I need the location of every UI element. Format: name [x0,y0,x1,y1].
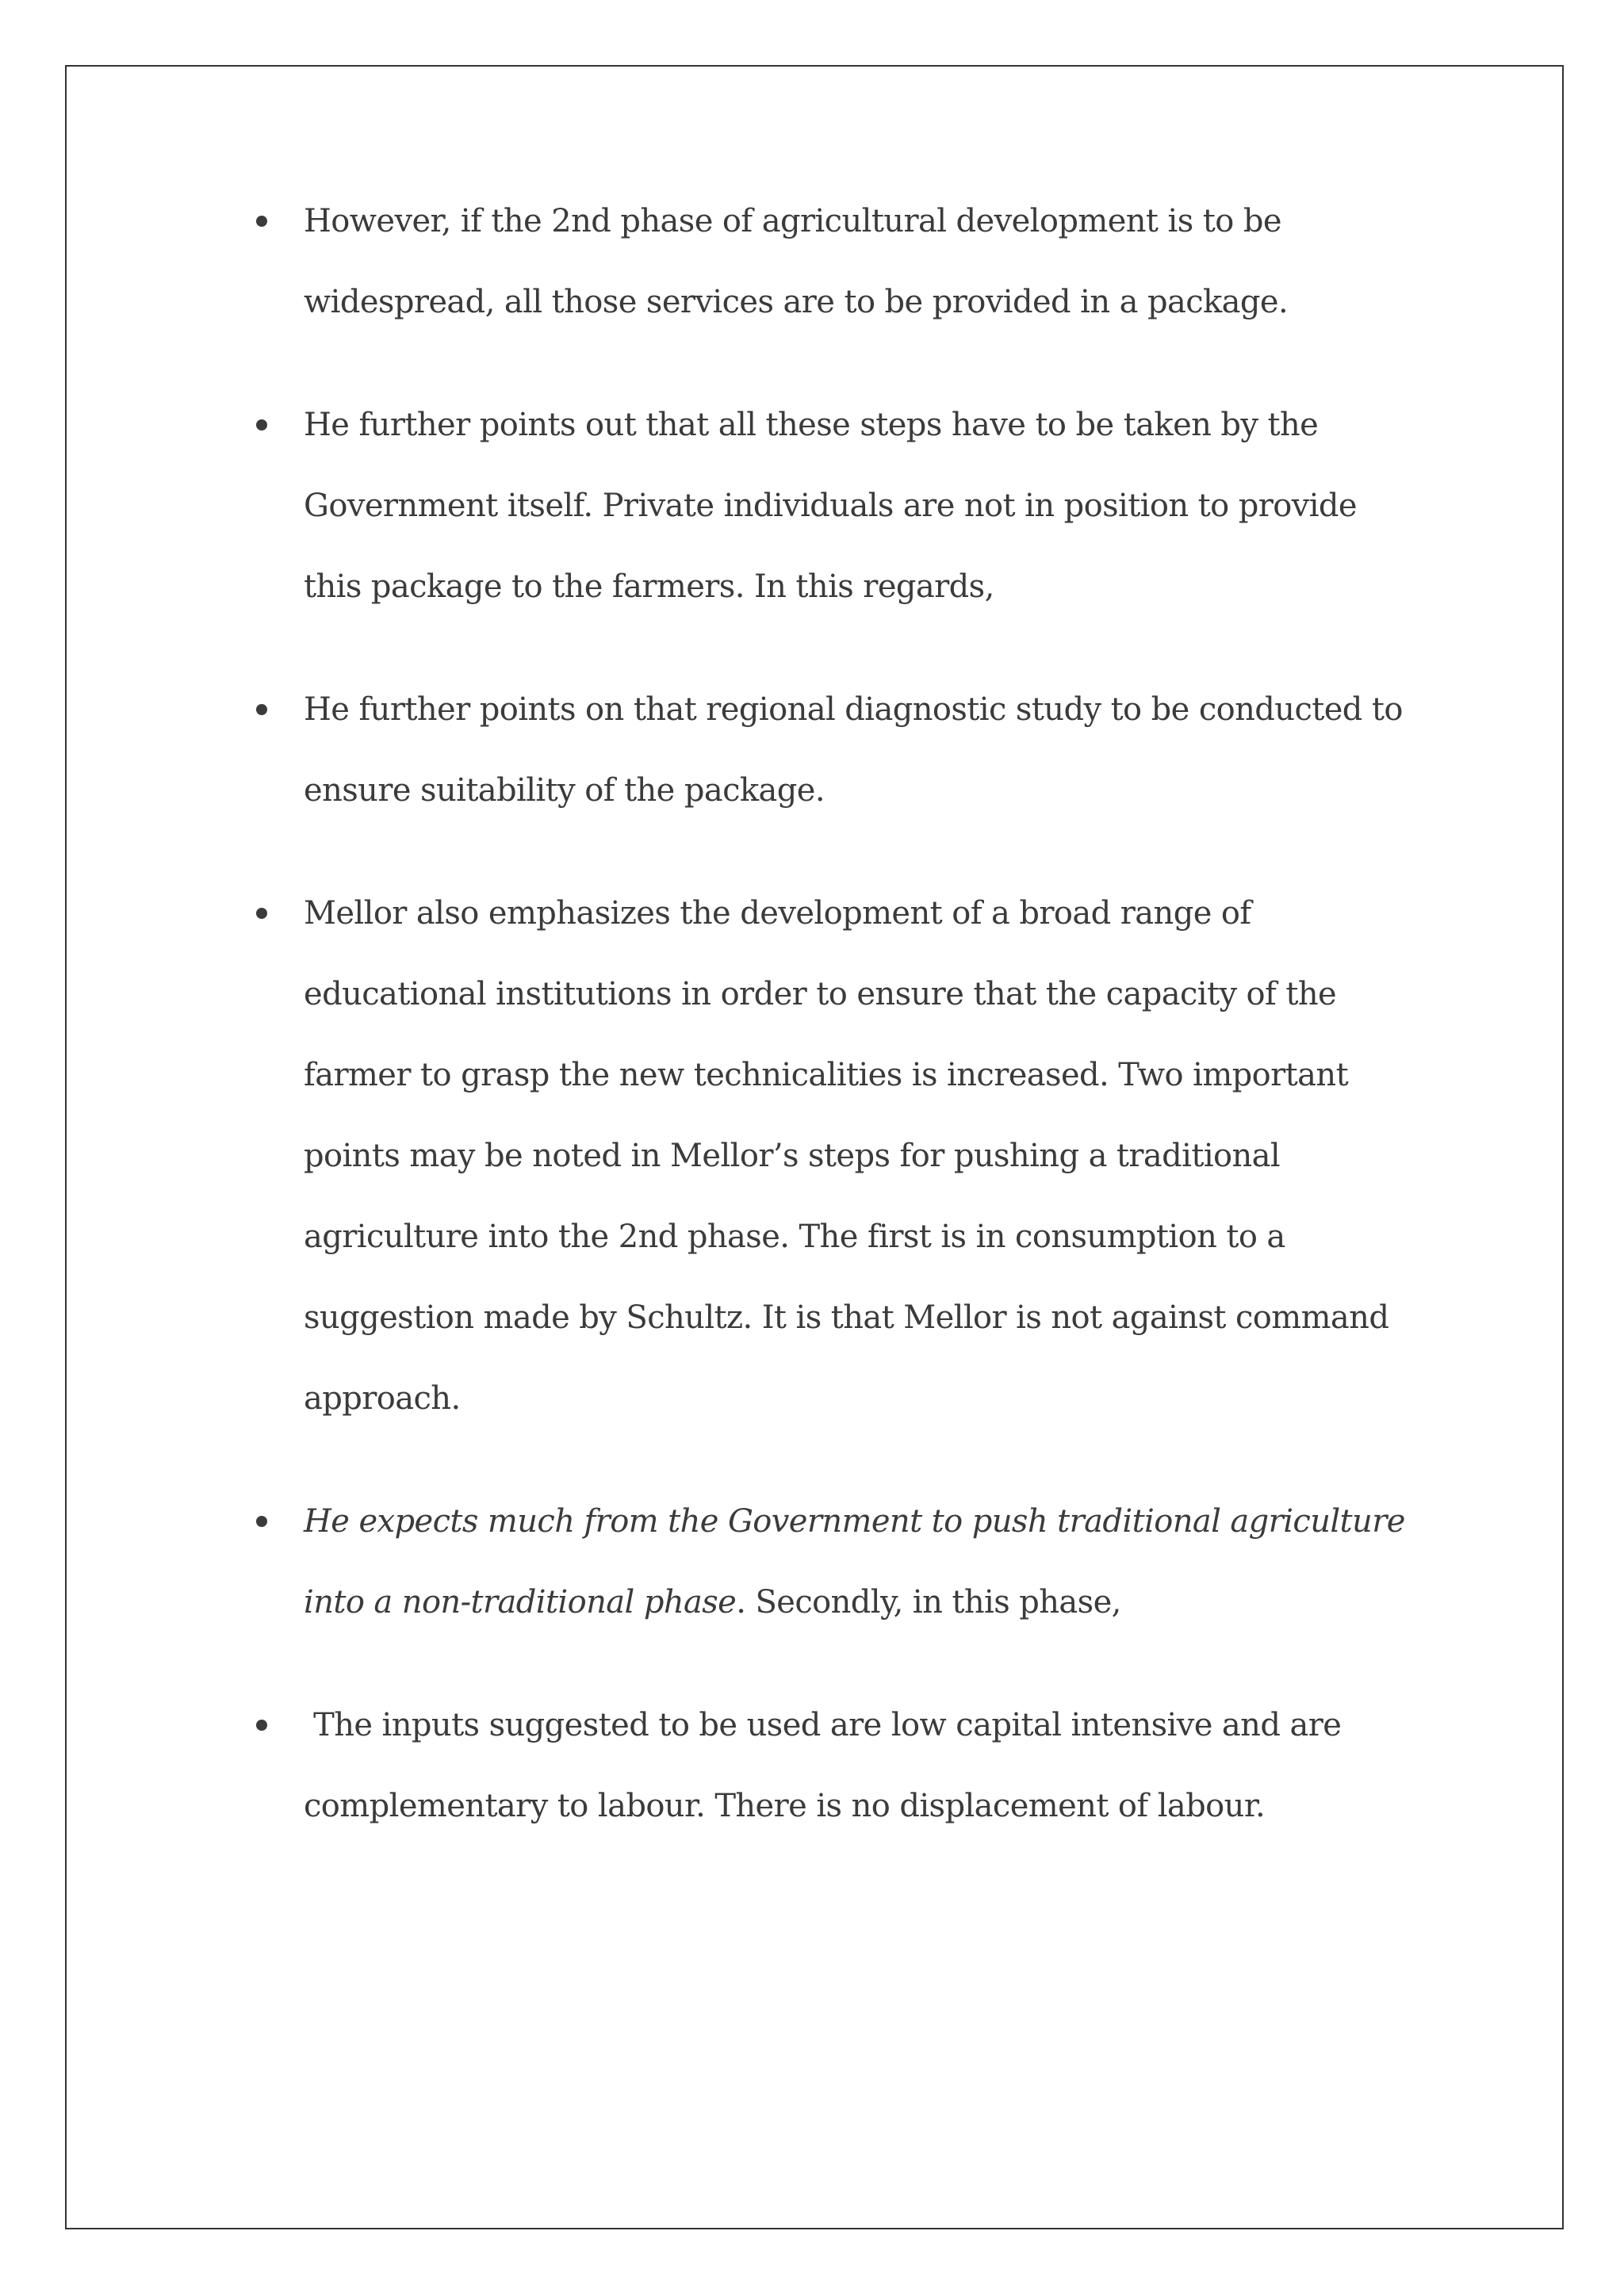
text-line: ensure suitability of the package. [304,772,825,809]
text-line: Government itself. Private individuals are not in position to provide [304,488,1357,524]
text-line: points may be noted in Mellor’s steps for pushing a traditional [304,1138,1281,1174]
italic-phrase: into a non-traditional phase [304,1584,737,1621]
bullet-dot-icon [256,908,267,919]
bullet-dot-icon [256,704,267,715]
text-line: agriculture into the 2nd phase. The first is in consumption to a [304,1219,1285,1255]
text-line [304,1562,1446,1643]
bullet-dot-icon [256,1720,267,1731]
bullet-dot-icon [256,419,267,430]
bullet-item [304,669,1446,831]
text-line: The inputs suggested to be used are low capital intensive and are [304,1707,1342,1743]
text-line: widespread, all those services are to be provided in a package. [304,284,1289,320]
text-line: this package to the farmers. In this regards, [304,568,994,605]
bullet-dot-icon [256,216,267,227]
text-line: He further points out that all these steps have to be taken by the [304,407,1319,443]
bullet-item [304,385,1446,627]
text-line: complementary to labour. There is no displacement of labour. [304,1788,1266,1824]
bullet-item [304,181,1446,342]
bullet-dot-icon [256,1516,267,1527]
text-line: farmer to grasp the new technicalities is increased. Two important [304,1057,1349,1093]
text-continuation: . Secondly, in this phase, [736,1584,1121,1621]
text-line: However, if the 2nd phase of agricultural development is to be [304,203,1281,239]
text-line: Mellor also emphasizes the development of a broad range of [304,895,1251,932]
bullet-item [304,873,1446,1439]
text-line: He further points on that regional diagnostic study to be conducted to [304,691,1403,728]
text-line: approach. [304,1380,461,1417]
bullet-item [304,1685,1446,1846]
text-line: suggestion made by Schultz. It is that Mellor is not against command [304,1299,1389,1336]
bullet-item [304,1481,1446,1643]
text-line-italic: He expects much from the Government to push traditional agriculture [304,1503,1405,1540]
text-line: educational institutions in order to ensure that the capacity of the [304,976,1337,1012]
